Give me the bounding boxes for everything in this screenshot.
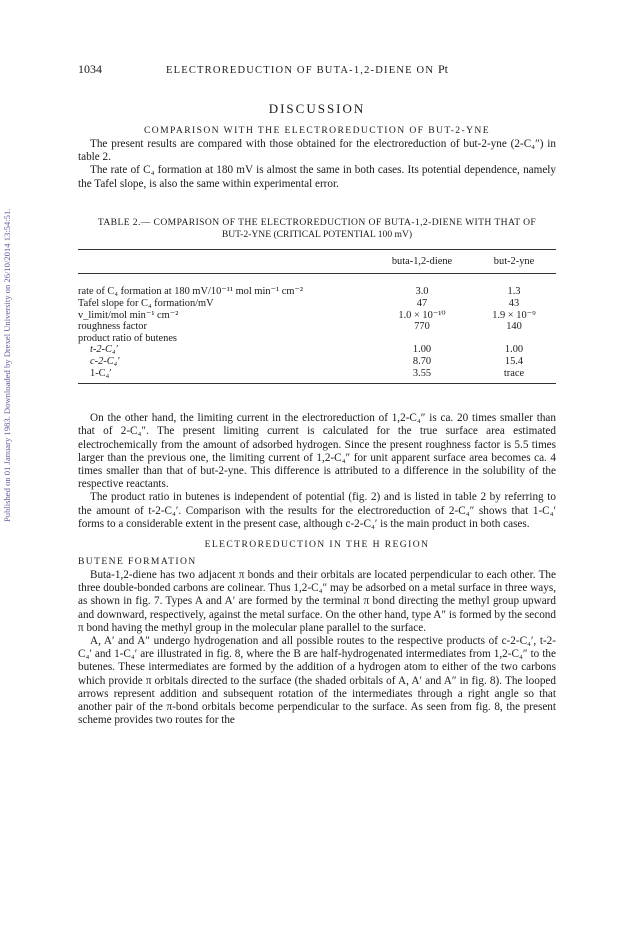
row-label: t-2-C₄′ (90, 344, 118, 356)
row-label: Tafel slope for C₄ formation/mV (78, 298, 214, 309)
subsection-title-butene: BUTENE FORMATION (78, 555, 197, 567)
row-value-butyne: 140 (506, 321, 522, 333)
table-row (78, 321, 556, 333)
table-caption (78, 217, 556, 241)
row-label: roughness factor (78, 321, 147, 333)
running-title (166, 62, 448, 77)
row-label: 1-C₄′ (78, 368, 372, 384)
page-number: 1034 (78, 62, 102, 76)
row-value-butyne: 1.9 × 10⁻⁹ (492, 309, 536, 321)
table-header-empty (78, 249, 372, 274)
row-value-butadiene: 1.0 × 10⁻¹⁰ (398, 309, 446, 321)
row-value-butadiene: 3.0 (415, 286, 429, 298)
section-title-discussion: DISCUSSION (268, 101, 366, 116)
table-row (78, 344, 556, 356)
table-row (78, 333, 556, 345)
table-row (78, 298, 556, 310)
paragraph-5: Buta-1,2-diene has two adjacent π bonds and their orbitals are located perpendicular to each other. The three double-bonded carbons are colinear. Thus 1,2-C₄″ may be adsorbed on a metal surface in three ways, as shown in fig. 7. Types A and A′ are formed by the terminal π bond directing the methyl group upward and downward, respectively, against the metal surface. On the other hand, type A″ is formed by the second π bond having the methyl group in the molecular plane parallel to the surface. (78, 568, 556, 634)
row-value-butadiene: 1.00 (412, 344, 432, 356)
row-label: v_limit/mol min⁻¹ cm⁻² (78, 309, 179, 321)
row-label: c-2-C₄′ (90, 355, 120, 367)
comparison-table (78, 249, 556, 384)
table-header-row (78, 249, 556, 274)
row-value-butyne: 1.3 (507, 286, 521, 298)
section-title-h-region: ELECTROREDUCTION IN THE H REGION (204, 538, 430, 550)
running-title-pt: Pt (437, 62, 448, 76)
row-value-butadiene (372, 333, 472, 345)
table-row (78, 368, 556, 384)
row-value-butadiene: 47 (416, 298, 428, 309)
page (78, 62, 556, 727)
table-caption-line1: TABLE 2.— COMPARISON OF THE ELECTROREDUCTION OF BUTA-1,2-DIENE WITH THAT OF (97, 216, 537, 228)
running-header (78, 62, 556, 77)
row-value-butadiene: 3.55 (372, 368, 472, 384)
row-value-butyne (472, 333, 556, 345)
table-row (78, 356, 556, 368)
table-header-butyne: but-2-yne (472, 249, 556, 274)
paragraph-2: The rate of C₄ formation at 180 mV is almost the same in both cases. Its potential dependence, namely the Tafel slope, is also the same within experimental error. (78, 164, 556, 190)
row-value-butyne: 15.4 (504, 355, 524, 367)
row-value-butadiene: 770 (414, 321, 430, 333)
row-value-butyne: trace (472, 368, 556, 384)
download-watermark: Published on 01 January 1983. Downloaded by Drexel University on 26/10/2014 13:54:51. (2, 208, 12, 522)
subsection-title-comparison: COMPARISON WITH THE ELECTROREDUCTION OF BUT-2-YNE (143, 125, 491, 136)
table-caption-line2: BUT-2-YNE (CRITICAL POTENTIAL 100 mV) (221, 228, 413, 240)
row-value-butyne: 43 (508, 298, 520, 309)
row-value-butadiene: 8.70 (412, 355, 432, 367)
paragraph-3: On the other hand, the limiting current in the electroreduction of 1,2-C₄″ is ca. 20 times smaller than that of 2-C₄″. The present limiting current is calculated for the true surface area estimated electrochemically from the amount of adsorbed hydrogen. Since the present roughness factor is 5.5 times larger than the previous one, the limiting current of 1,2-C₄″ for unit apparent surface area becomes ca. 4 times smaller than that of but-2-yne. This difference is attributed to a difference in the solubility of the respective reactants. (78, 412, 556, 491)
table-header-butadiene: buta-1,2-diene (372, 249, 472, 274)
row-label: product ratio of butenes (78, 332, 177, 344)
row-value-butyne: 1.00 (504, 344, 524, 356)
table-row (78, 274, 556, 298)
paragraph-6: A, A′ and A″ undergo hydrogenation and all possible routes to the respective products of c-2-C₄′, t-2-C₄′ and 1-C₄′ are illustrated in fig. 8, where the B are half-hydrogenated intermediates from 1,2-C₄″ to the butenes. These intermediates are formed by the addition of a hydrogen atom to either of the two carbons which provide π orbitals directed to the surface (the shaded orbitals of A, A′ and A″ in fig. 8). The looped arrows represent addition and subsequent rotation of the intermediates through a right angle so that another pair of the π-bond orbitals become perpendicular to the surface. As seen from fig. 8, the present scheme provides two routes for the (78, 635, 556, 727)
table-row (78, 310, 556, 322)
paragraph-4: The product ratio in butenes is independent of potential (fig. 2) and is listed in table 2 by referring to the amount of t-2-C₄′. Comparison with the results for the electroreduction of 2-C₄″ shows that 1-C₄′ forms to a considerable extent in the present case, although c-2-C₄′ is the main product in both cases. (78, 491, 556, 530)
paragraph-1: The present results are compared with those obtained for the electroreduction of but-2-yne (2-C₄″) in table 2. (78, 138, 556, 164)
running-title-text: ELECTROREDUCTION OF BUTA-1,2-DIENE ON (166, 65, 435, 76)
row-label: rate of C₄ formation at 180 mV/10⁻¹¹ mol min⁻¹ cm⁻² (78, 286, 304, 298)
